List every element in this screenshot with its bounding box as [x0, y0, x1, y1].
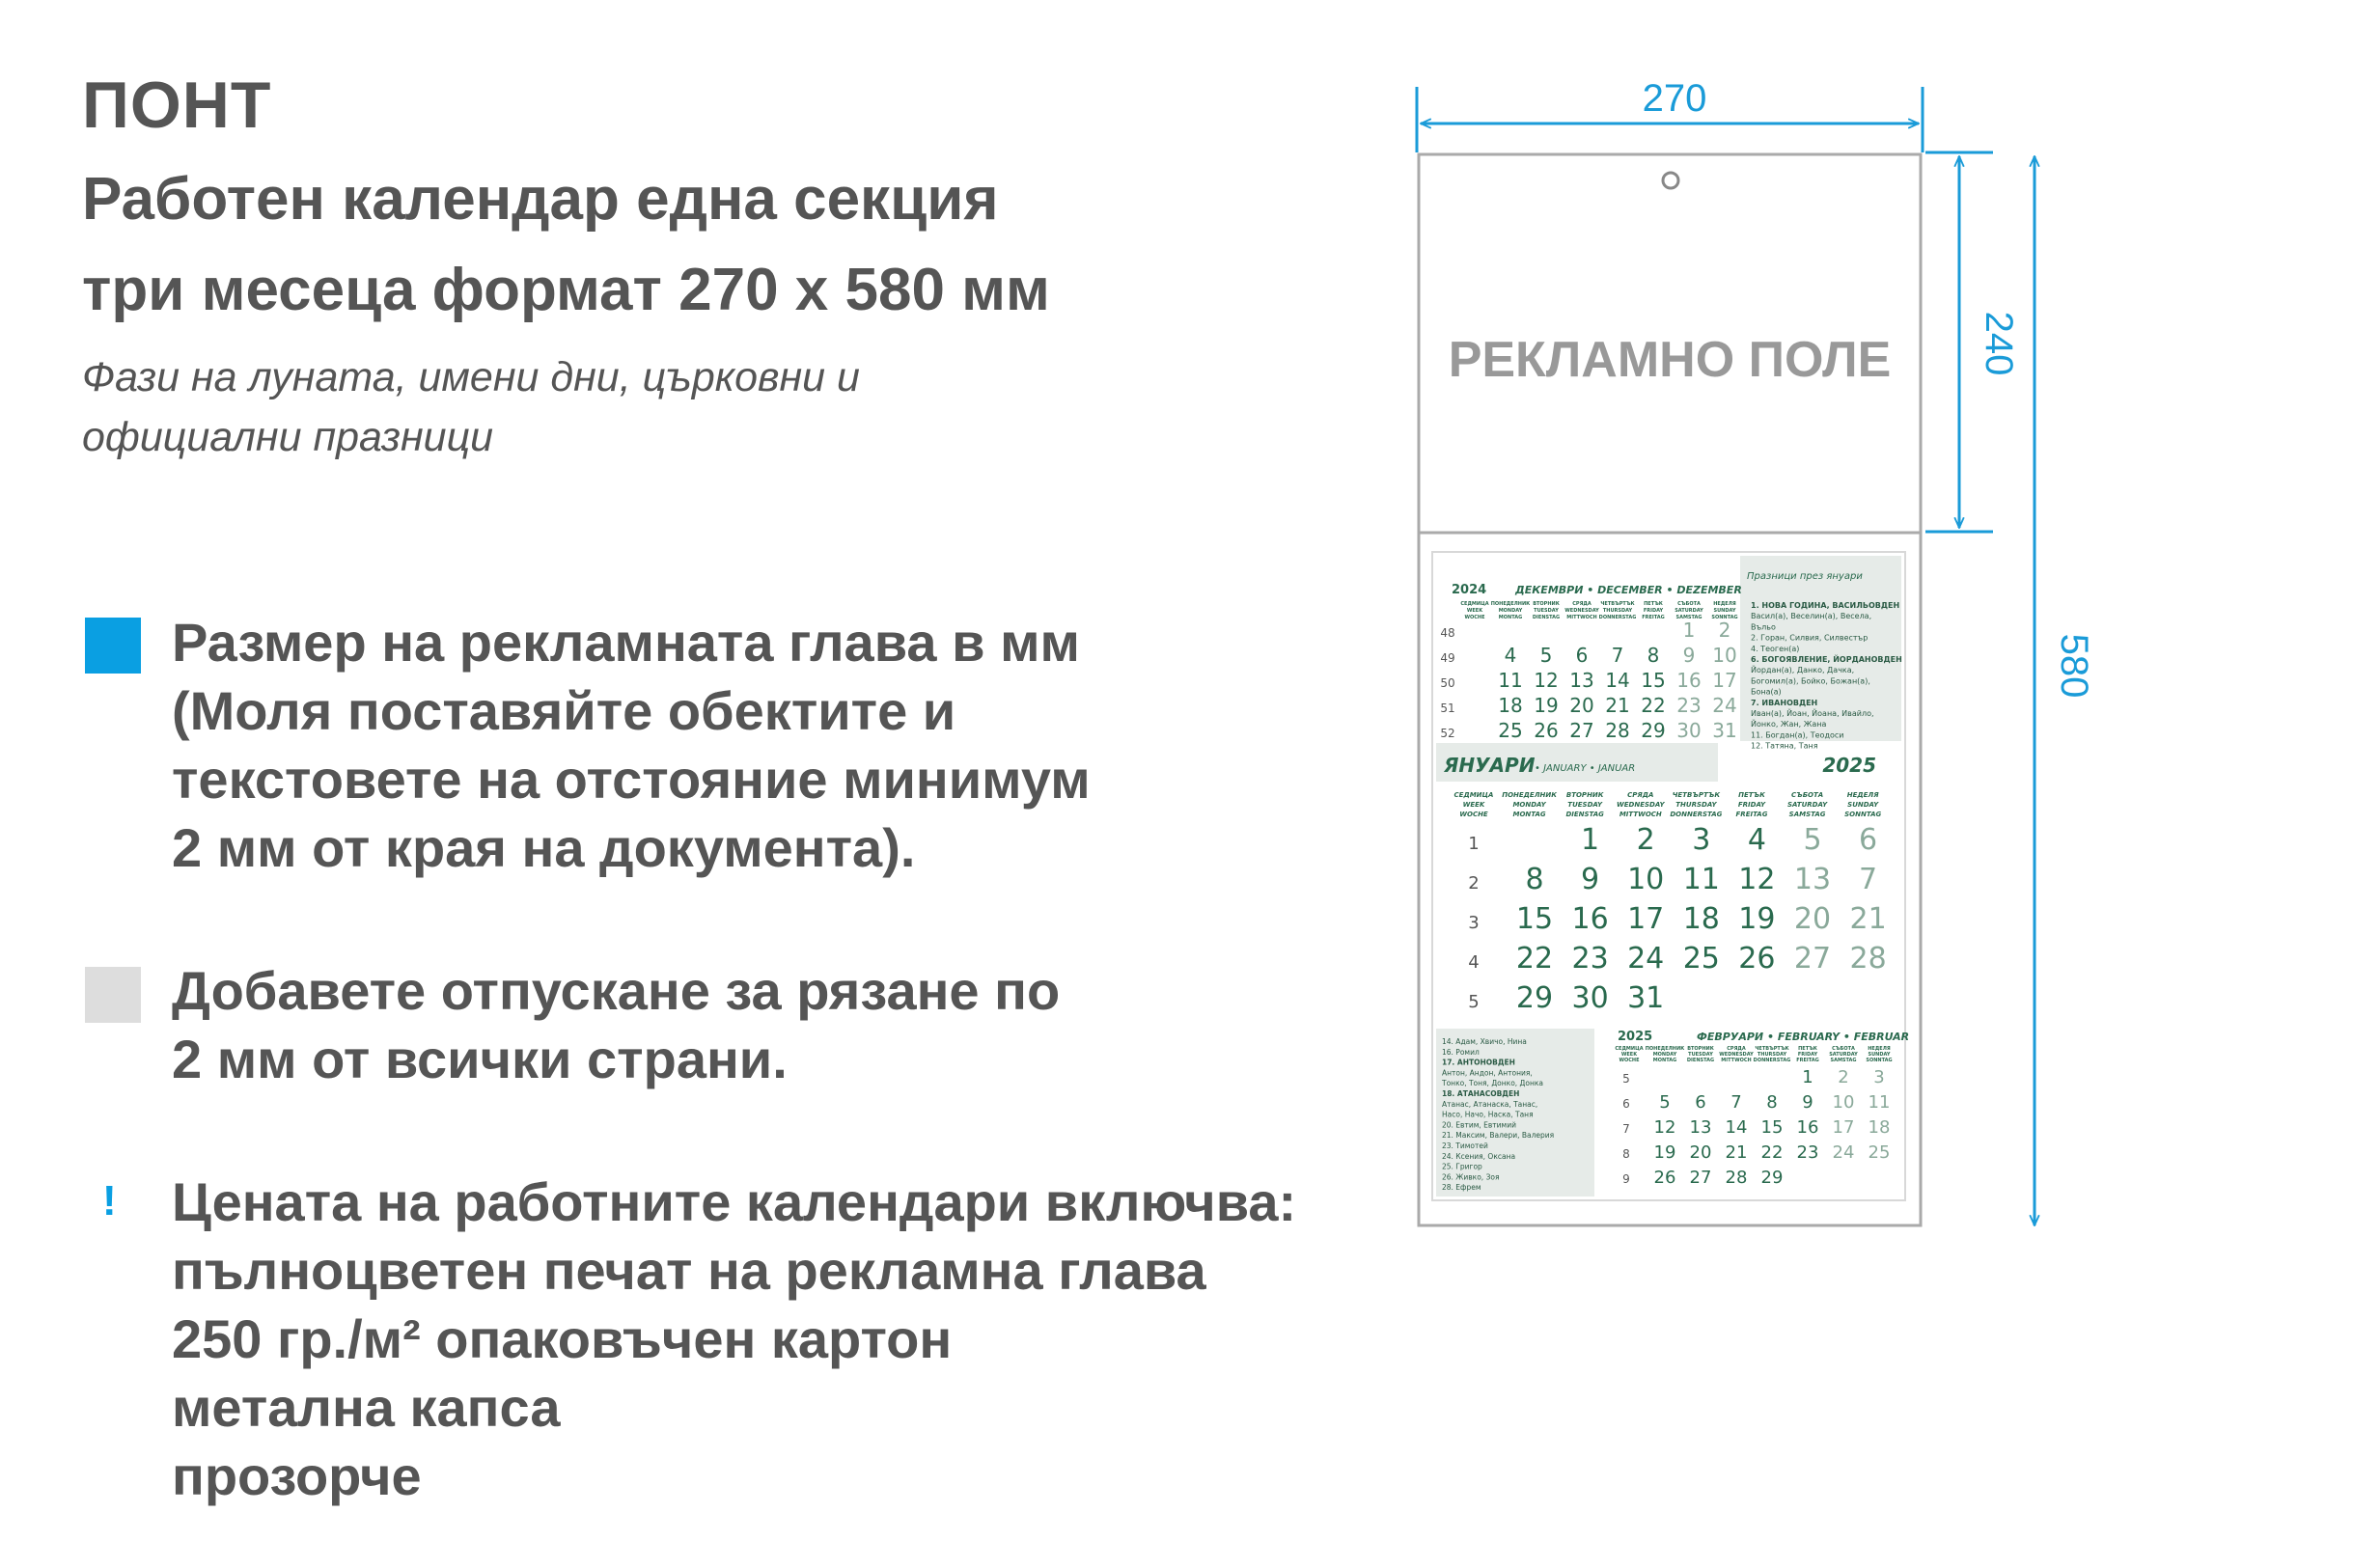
day-header: WOCHE: [1619, 1058, 1640, 1063]
day-header: СЪБОТА: [1832, 1046, 1855, 1052]
day-header: WEDNESDAY: [1617, 801, 1665, 809]
side-note: Йонко, Жан, Жана: [1751, 720, 1827, 729]
day-cell: 8: [1766, 1092, 1778, 1113]
side-note: 20. Евтим, Евтимий: [1442, 1120, 1516, 1130]
day-header: FREITAG: [1642, 615, 1665, 620]
side-note: 14. Адам, Хвичо, Нина: [1442, 1037, 1527, 1046]
day-cell: 28: [1849, 942, 1887, 976]
day-cell: 29: [1515, 981, 1554, 1015]
day-header: SUNDAY: [1868, 1052, 1891, 1058]
day-cell: 15: [1641, 669, 1666, 692]
day-cell: 16: [1571, 902, 1609, 936]
day-cell: 23: [1796, 1142, 1819, 1163]
day-header: СРЯДА: [1572, 601, 1592, 607]
price-line-3: 250 гр./м² опаковъчен картон: [172, 1308, 953, 1369]
day-cell: 29: [1641, 719, 1666, 742]
ad-size-line-1: Размер на рекламната глава в мм: [172, 612, 1080, 673]
day-header: DIENSTAG: [1565, 811, 1604, 818]
day-cell: 22: [1760, 1142, 1784, 1163]
price-line-2: пълноцветен печат на рекламна глава: [172, 1240, 1206, 1301]
day-header: ПЕТЪК: [1798, 1046, 1817, 1052]
day-header: SAMSTAG: [1830, 1058, 1857, 1063]
day-cell: 11: [1868, 1092, 1891, 1113]
day-cell: 10: [1832, 1092, 1855, 1113]
day-header: TUESDAY: [1534, 608, 1559, 614]
day-header: MITTWOCH: [1619, 811, 1662, 818]
day-header: СЕДМИЦА: [1615, 1046, 1644, 1052]
day-header: ПЕТЪК: [1644, 601, 1663, 607]
day-header: SAMSTAG: [1788, 811, 1826, 818]
day-cell: 13: [1793, 863, 1832, 896]
day-cell: 17: [1627, 902, 1665, 936]
day-header: FRIDAY: [1643, 608, 1664, 614]
exclamation-icon: !: [102, 1177, 117, 1224]
day-cell: 16: [1676, 669, 1702, 692]
day-header: THURSDAY: [1675, 801, 1717, 809]
side-note: Йордан(а), Данко, Дачка,: [1751, 666, 1855, 675]
day-cell: 19: [1653, 1142, 1676, 1163]
day-cell: 13: [1689, 1117, 1712, 1138]
day-cell: 30: [1676, 719, 1702, 742]
day-header: DONNERSTAG: [1670, 811, 1723, 818]
day-cell: 5: [1539, 644, 1553, 667]
side-note: 18. АТАНАСОВДЕН: [1442, 1089, 1520, 1098]
day-cell: 19: [1534, 694, 1559, 717]
side-note: Бона(а): [1751, 687, 1782, 697]
main-year: 2025: [1822, 754, 1876, 777]
day-cell: 1: [1802, 1067, 1813, 1087]
day-header: WEEK: [1462, 801, 1485, 809]
day-cell: 30: [1571, 981, 1609, 1015]
day-header: FREITAG: [1735, 811, 1768, 818]
day-cell: 26: [1534, 719, 1559, 742]
day-header: MONDAY: [1498, 608, 1523, 614]
day-cell: 28: [1725, 1168, 1748, 1188]
side-note: 11. Богдан(а), Теодоси: [1751, 730, 1844, 740]
day-cell: 27: [1793, 942, 1832, 976]
day-header: СРЯДА: [1727, 1046, 1746, 1052]
day-header: MONTAG: [1652, 1058, 1677, 1063]
day-header: WOCHE: [1459, 811, 1488, 818]
title-line-1: Работен календар една секция: [82, 166, 999, 233]
day-header: MITTWOCH: [1721, 1058, 1752, 1063]
ad-size-line-4: 2 мм от края на документа).: [172, 817, 916, 878]
day-header: SATURDAY: [1675, 608, 1703, 614]
week-number: 49: [1440, 651, 1455, 665]
day-header: DONNERSTAG: [1753, 1058, 1791, 1063]
day-header: FRIDAY: [1797, 1052, 1818, 1058]
day-header: TUESDAY: [1567, 801, 1603, 809]
week-number: 48: [1440, 626, 1455, 640]
day-cell: 18: [1868, 1117, 1891, 1138]
day-cell: 7: [1611, 644, 1624, 667]
day-header: SONNTAG: [1711, 615, 1738, 620]
price-line-5: прозорче: [172, 1445, 422, 1506]
day-cell: 17: [1712, 669, 1737, 692]
side-note: 2. Горан, Силвия, Силвестър: [1751, 633, 1869, 643]
day-cell: 15: [1760, 1117, 1784, 1138]
side-note: Богомил(а), Бойко, Божан(а),: [1751, 676, 1870, 686]
day-header: НЕДЕЛЯ: [1846, 791, 1879, 799]
day-cell: 23: [1571, 942, 1609, 976]
price-line-1: Цената на работните календари включва:: [172, 1171, 1297, 1232]
ad-size-line-2: (Моля поставяйте обектите и: [172, 680, 956, 741]
side-note: 6. БОГОЯВЛЕНИЕ, ЙОРДАНОВДЕН: [1751, 655, 1902, 664]
day-cell: 1: [1682, 619, 1696, 642]
day-cell: 8: [1647, 644, 1660, 667]
day-cell: 6: [1695, 1092, 1706, 1113]
title-line-2: три месеца формат 270 х 580 мм: [82, 257, 1050, 323]
day-cell: 21: [1725, 1142, 1748, 1163]
day-cell: 27: [1569, 719, 1594, 742]
day-cell: 5: [1803, 823, 1822, 857]
day-header: ВТОРНИК: [1687, 1046, 1714, 1052]
day-header: SAMSTAG: [1675, 615, 1702, 620]
day-cell: 25: [1682, 942, 1720, 976]
day-cell: 2: [1636, 823, 1655, 857]
side-note: 17. АНТОНОВДЕН: [1442, 1058, 1515, 1067]
day-cell: 19: [1738, 902, 1776, 936]
side-note: 7. ИВАНОВДЕН: [1751, 698, 1818, 707]
day-cell: 29: [1760, 1168, 1784, 1188]
day-cell: 12: [1738, 863, 1776, 896]
day-cell: 22: [1641, 694, 1666, 717]
day-header: ВТОРНИК: [1565, 791, 1604, 799]
day-cell: 20: [1793, 902, 1832, 936]
calendar-sheet: [1432, 552, 1909, 1200]
day-header: MONDAY: [1512, 801, 1546, 809]
main-month: ЯНУАРИ: [1444, 754, 1536, 777]
day-header: WEEK: [1620, 1052, 1638, 1058]
side-note: Иван(а), Йоан, Йоана, Ивайло,: [1751, 709, 1874, 718]
day-cell: 31: [1627, 981, 1665, 1015]
day-header: TUESDAY: [1688, 1052, 1713, 1058]
week-number: 2: [1468, 873, 1480, 894]
day-cell: 3: [1692, 823, 1711, 857]
side-note: 28. Ефрем: [1442, 1183, 1481, 1193]
day-cell: 26: [1738, 942, 1776, 976]
day-header: FRIDAY: [1737, 801, 1766, 809]
head-height-label: 240: [1978, 311, 2020, 376]
day-header: ЧЕТВЪРТЪК: [1600, 601, 1635, 607]
ad-size-line-3: текстовете на отстояние минимум: [172, 749, 1091, 810]
week-number: 7: [1622, 1122, 1630, 1136]
day-cell: 14: [1605, 669, 1630, 692]
total-height-label: 580: [2053, 633, 2095, 699]
day-header: MONTAG: [1512, 811, 1546, 818]
day-cell: 10: [1712, 644, 1737, 667]
day-header: THURSDAY: [1757, 1052, 1787, 1058]
top-month: ДЕКЕМВРИ • DECEMBER • DEZEMBER: [1515, 584, 1742, 596]
day-cell: 18: [1682, 902, 1720, 936]
day-header: СЕДМИЦА: [1453, 791, 1494, 799]
day-cell: 9: [1802, 1092, 1813, 1113]
side-note: 26. Живко, Зоя: [1442, 1172, 1500, 1182]
day-header: СЪБОТА: [1790, 791, 1824, 799]
day-header: SONNTAG: [1844, 811, 1882, 818]
top-side-title: Празници през януари: [1747, 571, 1863, 582]
day-cell: 13: [1569, 669, 1594, 692]
day-header: SONNTAG: [1866, 1058, 1893, 1063]
day-header: SUNDAY: [1847, 801, 1879, 809]
day-cell: 7: [1859, 863, 1878, 896]
day-cell: 18: [1498, 694, 1523, 717]
day-cell: 6: [1575, 644, 1589, 667]
side-note: 23. Тимотей: [1442, 1142, 1488, 1150]
day-cell: 2: [1838, 1067, 1849, 1087]
day-cell: 31: [1712, 719, 1737, 742]
day-cell: 22: [1515, 942, 1554, 976]
day-cell: 7: [1730, 1092, 1742, 1113]
top-year: 2024: [1452, 583, 1487, 597]
side-note: Въльо: [1751, 622, 1776, 632]
week-number: 1: [1468, 834, 1480, 854]
day-cell: 15: [1515, 902, 1554, 936]
bleed-line-2: 2 мм от всички страни.: [172, 1029, 788, 1089]
side-note: Насо, Начо, Наска, Таня: [1442, 1110, 1534, 1119]
width-label: 270: [1642, 77, 1707, 120]
day-header: СЕДМИЦА: [1460, 601, 1489, 607]
day-header: SATURDAY: [1787, 801, 1828, 809]
day-header: MITTWOCH: [1566, 615, 1597, 620]
day-cell: 24: [1832, 1142, 1855, 1163]
main-month-sub: • JANUARY • JANUAR: [1535, 763, 1636, 774]
day-header: DIENSTAG: [1686, 1058, 1715, 1063]
day-cell: 28: [1605, 719, 1630, 742]
day-cell: 5: [1659, 1092, 1671, 1113]
day-header: ЧЕТВЪРТЪК: [1672, 791, 1721, 799]
day-header: DONNERSTAG: [1598, 615, 1637, 620]
day-header: НЕДЕЛЯ: [1713, 601, 1736, 607]
week-number: 3: [1468, 913, 1480, 933]
day-header: WEDNESDAY: [1719, 1052, 1754, 1058]
day-cell: 9: [1581, 863, 1600, 896]
side-note: Тонко, Тоня, Донко, Донка: [1442, 1079, 1544, 1088]
price-line-4: метална капса: [172, 1377, 561, 1438]
day-cell: 21: [1605, 694, 1630, 717]
day-cell: 24: [1712, 694, 1737, 717]
day-header: SATURDAY: [1829, 1052, 1858, 1058]
day-cell: 23: [1676, 694, 1702, 717]
subtitle-line-1: Фази на луната, имени дни, църковни и: [82, 354, 860, 400]
day-cell: 25: [1868, 1142, 1891, 1163]
bleed-line-1: Добавете отпускане за рязане по: [172, 960, 1061, 1021]
side-note: 21. Максим, Валери, Валерия: [1442, 1131, 1555, 1141]
day-cell: 26: [1653, 1168, 1676, 1188]
side-note: 25. Григор: [1442, 1162, 1482, 1171]
day-cell: 10: [1627, 863, 1665, 896]
day-cell: 2: [1718, 619, 1731, 642]
day-cell: 4: [1504, 644, 1517, 667]
week-number: 9: [1622, 1172, 1630, 1186]
day-header: SUNDAY: [1713, 608, 1736, 614]
side-note: Антон, Андон, Антония,: [1442, 1068, 1533, 1078]
subtitle-line-2: официални празници: [82, 414, 494, 460]
day-cell: 24: [1627, 942, 1665, 976]
day-header: ПЕТЪК: [1738, 791, 1765, 799]
day-cell: 12: [1534, 669, 1559, 692]
bottom-month: ФЕВРУАРИ • FEBRUARY • FEBRUAR: [1697, 1031, 1910, 1043]
day-cell: 20: [1569, 694, 1594, 717]
week-number: 8: [1622, 1147, 1630, 1161]
day-header: ПОНЕДЕЛНИК: [1490, 601, 1531, 607]
side-note: Васил(а), Веселин(а), Весела,: [1751, 612, 1872, 621]
side-note: 12. Татяна, Таня: [1751, 741, 1818, 751]
day-header: WEEK: [1466, 608, 1483, 614]
week-number: 4: [1468, 952, 1480, 973]
side-note: 4. Теоген(а): [1751, 644, 1800, 653]
day-header: ПОНЕДЕЛНИК: [1502, 791, 1557, 799]
bottom-year: 2025: [1618, 1030, 1653, 1044]
week-number: 51: [1440, 701, 1455, 715]
day-header: DIENSTAG: [1532, 615, 1561, 620]
side-note: 16. Ромил: [1442, 1047, 1480, 1057]
day-cell: 11: [1498, 669, 1523, 692]
ad-field-label: РЕКЛАМНО ПОЛЕ: [1448, 332, 1892, 388]
day-cell: 21: [1849, 902, 1887, 936]
day-header: СРЯДА: [1627, 791, 1654, 799]
day-header: FREITAG: [1796, 1058, 1819, 1063]
day-header: WOCHE: [1464, 615, 1485, 620]
day-cell: 12: [1653, 1117, 1676, 1138]
day-cell: 20: [1689, 1142, 1712, 1163]
side-note: Атанас, Атанаска, Танас,: [1442, 1099, 1538, 1109]
day-cell: 6: [1859, 823, 1878, 857]
week-number: 5: [1622, 1072, 1630, 1086]
day-header: WEDNESDAY: [1564, 608, 1599, 614]
side-note: 1. НОВА ГОДИНА, ВАСИЛЬОВДЕН: [1751, 601, 1900, 610]
day-header: НЕДЕЛЯ: [1868, 1046, 1891, 1052]
week-number: 52: [1440, 727, 1455, 740]
week-number: 6: [1622, 1097, 1630, 1111]
day-cell: 27: [1689, 1168, 1712, 1188]
day-cell: 25: [1498, 719, 1523, 742]
day-cell: 8: [1525, 863, 1544, 896]
day-cell: 17: [1832, 1117, 1855, 1138]
day-header: MONTAG: [1498, 615, 1523, 620]
day-cell: 3: [1873, 1067, 1885, 1087]
day-cell: 11: [1682, 863, 1720, 896]
day-header: ВТОРНИК: [1533, 601, 1560, 607]
day-header: THURSDAY: [1602, 608, 1633, 614]
day-cell: 14: [1725, 1117, 1748, 1138]
day-cell: 1: [1581, 823, 1600, 857]
day-cell: 4: [1747, 823, 1766, 857]
week-number: 50: [1440, 676, 1455, 690]
day-header: СЪБОТА: [1677, 601, 1701, 607]
day-header: ПОНЕДЕЛНИК: [1645, 1046, 1685, 1052]
day-cell: 16: [1796, 1117, 1819, 1138]
day-header: MONDAY: [1652, 1052, 1677, 1058]
side-note: 24. Ксения, Оксана: [1442, 1151, 1516, 1161]
week-number: 5: [1468, 992, 1480, 1012]
product-name: ПОНТ: [82, 69, 272, 142]
day-header: ЧЕТВЪРТЪК: [1755, 1046, 1789, 1052]
day-cell: 9: [1682, 644, 1696, 667]
